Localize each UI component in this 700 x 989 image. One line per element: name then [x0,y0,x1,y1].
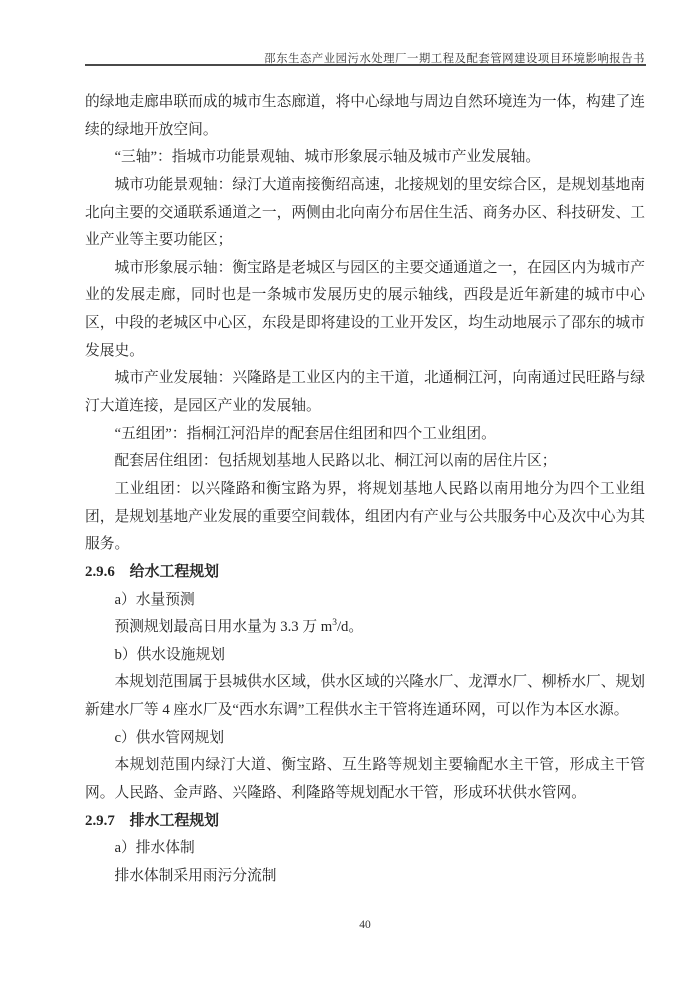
page-number: 40 [359,919,371,931]
paragraph: b）供水设施规划 [114,646,225,663]
paragraph: 排水体制采用雨污分流制 [114,867,277,884]
paragraph: 本规划范围属于县城供水区域，供水区域的兴隆水厂、龙潭水厂、柳桥水厂、规划新建水厂等 4 座水厂及“西水东调”工程供水主干管将连通环网，可以作为本区水源。 [85,674,645,719]
paragraph: a）排水体制 [114,840,195,857]
paragraph: 配套居住组团：包括规划基地人民路以北、桐江河以南的居住片区； [114,453,557,470]
section-heading: 2.9.6 给水工程规划 [85,563,220,580]
paragraph: “三轴”：指城市功能景观轴、城市形象展示轴及城市产业发展轴。 [114,149,541,166]
paragraph [85,614,645,642]
text-run: /d。 [336,619,364,636]
paragraph: “五组团”：指桐江河沿岸的配套居住组团和四个工业组团。 [114,425,496,442]
paragraph: 城市形象展示轴：衡宝路是老城区与园区的主要交通通道之一，在园区内为城市产业的发展走廊，同时也是一条城市发展历史的展示轴线，西段是近年新建的城市中心区，中段的老城区中心区，东段是即将建设的工业开发区，均生动地展示了邵东的城市发展史。 [85,259,645,359]
document-body [85,89,645,891]
superscript: 3 [332,618,337,629]
paragraph: a）水量预测 [114,591,195,608]
paragraph: 本规划范围内绿汀大道、衡宝路、互生路等规划主要输配水主干管，形成主干管网。人民路、金声路、兴隆路、利隆路等规划配水干管，形成环状供水管网。 [85,757,645,802]
paragraph: 的绿地走廊串联而成的城市生态廊道，将中心绿地与周边自然环境连为一体，构建了连续的绿地开放空间。 [85,94,645,138]
paragraph: 城市功能景观轴：绿汀大道南接衡绍高速，北接规划的里安综合区，是规划基地南北向主要的交通联系通道之一，两侧由北向南分布居住生活、商务办区、科技研发、工业产业等主要功能区； [85,176,645,249]
paragraph: 城市产业发展轴：兴隆路是工业区内的主干道，北通桐江河，向南通过民旺路与绿汀大道连接，是园区产业的发展轴。 [85,370,645,415]
header-title: 邵东生态产业园污水处理厂一期工程及配套管网建设项目环境影响报告书 [264,53,645,65]
header-rule [85,64,646,66]
section-heading: 2.9.7 排水工程规划 [85,812,220,829]
page-footer [85,919,645,931]
paragraph: 工业组团：以兴隆路和衡宝路为界，将规划基地人民路以南用地分为四个工业组团，是规划基地产业发展的重要空间载体，组团内有产业与公共服务中心及次中心为其服务。 [85,480,645,553]
paragraph: c）供水管网规划 [114,729,225,746]
text-run: 预测规划最高日用水量为 3.3 万 m [114,619,333,636]
